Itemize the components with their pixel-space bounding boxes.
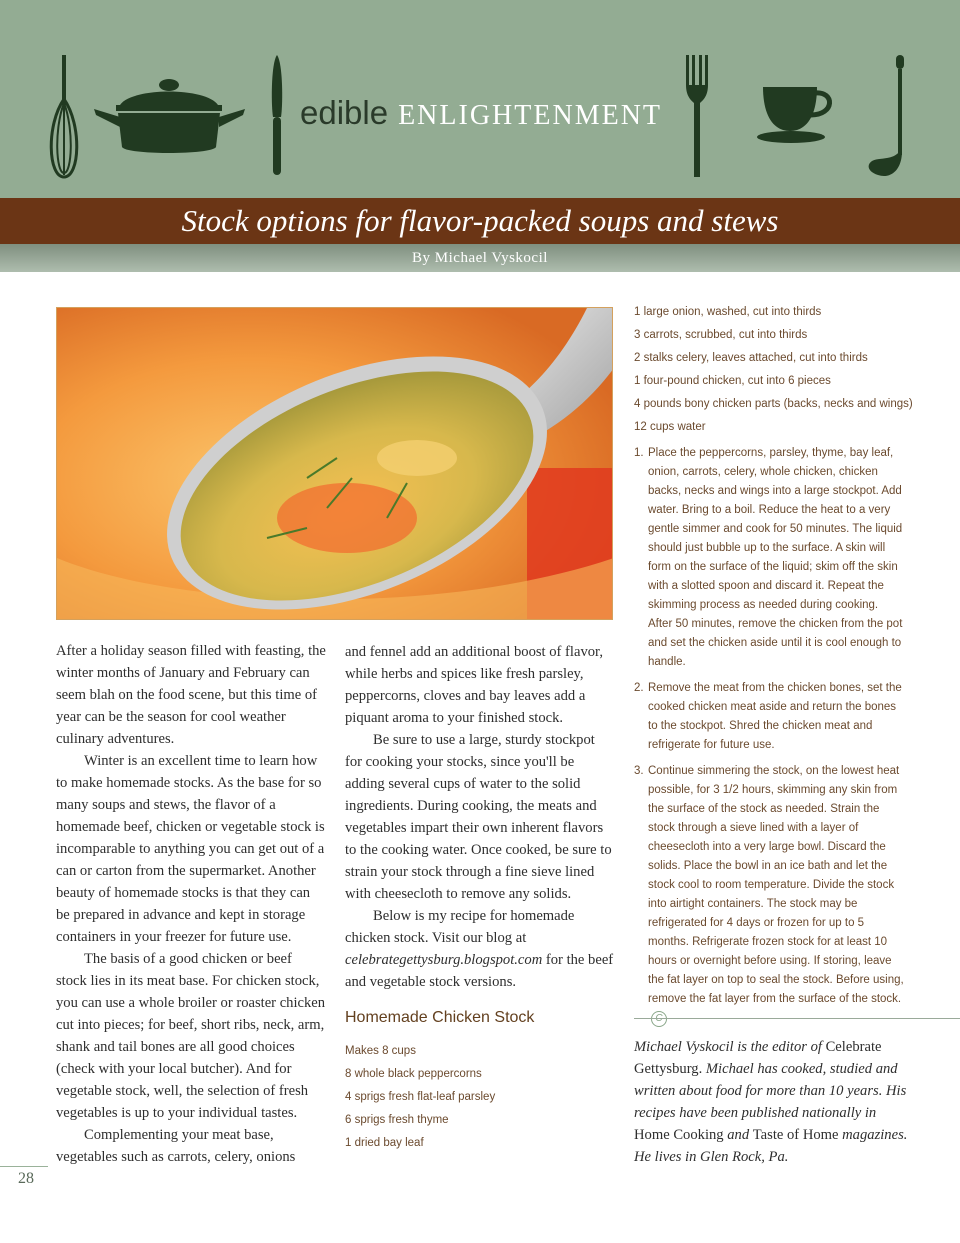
- fork-icon: [684, 55, 710, 180]
- recipe-yield: Makes 8 cups: [345, 1045, 416, 1057]
- author-bio: [634, 1036, 914, 1168]
- ingredient-item: 1 large onion, washed, cut into thirds: [634, 306, 822, 318]
- divider: [634, 1018, 960, 1019]
- step-number: 3.: [634, 765, 644, 777]
- publication-name: Home Cooking: [634, 1127, 724, 1143]
- body-paragraph: The basis of a good chicken or beef stock lies in its meat base. For chicken stock, you can use a whole broiler or roaster chicken cut into pieces; for beef, short ribs, neck, arm, shank and tail bones are all good choices (check with your local butcher). And for vegetable stock, well, the selection of fresh vegetables is up to your individual tastes.: [56, 951, 326, 1121]
- body-paragraph: After a holiday season filled with feasting, the winter months of January and February can seem blah on the food scene, but this time of year can be the season for cool weather culinary adventures.: [56, 643, 326, 747]
- byline-band: [0, 244, 960, 272]
- blog-link[interactable]: celebrategettysburg.blogspot.com: [345, 952, 543, 968]
- publication-name: Celebrate Gettysburg.: [634, 1039, 882, 1077]
- bio-text: Michael has cooked, studied and written about food for more than 10 years. His recipes have been published nationally in: [634, 1061, 907, 1121]
- step-text: Continue simmering the stock, on the lowest heat possible, for 3 1/2 hours, skimming any skin from the surface of the stock as needed. Strain the stock through a sieve lined with a layer of cheesecloth into a very large bowl. Discard the solids. Place the bowl in an ice bath and let the stock cool to room temperature. Divide the stock into airtight containers. The stock may be refrigerated for 4 days or frozen for up to 5 months. Refrigerate frozen stock for at least 10 hours or overnight before using. If storing, leave the fat layer on top to seal the stock. Before using, remove the fat layer from the surface of the stock.: [648, 765, 904, 1005]
- body-text: for the beef and vegetable stock versions.: [345, 952, 614, 990]
- recipe-step: [634, 444, 904, 672]
- end-of-article-icon: [651, 1011, 667, 1027]
- body-column-1: [56, 640, 326, 1168]
- body-paragraph: Complementing your meat base, vegetables such as carrots, celery, onions: [56, 1127, 296, 1165]
- page-number: 28: [18, 1170, 34, 1187]
- ingredient-item: 4 pounds bony chicken parts (backs, necks and wings): [634, 398, 913, 410]
- body-paragraph: Be sure to use a large, sturdy stockpot for cooking your stocks, since you'll be adding several cups of water to the solid ingredients. During cooking, the meats and vegetables impart their own inherent flavors to the cooking water. Once cooked, be sure to strain your stock through a fine sieve lined with cheesecloth to remove any solids.: [345, 732, 612, 902]
- body-paragraph: Winter is an excellent time to learn how to make homemade stocks. As the base for so many soups and stews, the flavor of a homemade beef, chicken or vegetable stock is incomparable to anything you can get out of a can or carton from the supermarket. Another beauty of homemade stocks is that they can be prepared in advance and kept in storage containers in your freezer for future use.: [56, 753, 325, 945]
- recipe-step: [634, 679, 904, 755]
- page-number-rule: [0, 1166, 48, 1167]
- ingredient-item: 2 stalks celery, leaves attached, cut into thirds: [634, 352, 868, 364]
- ingredient-list-right: [634, 301, 913, 439]
- masthead: [0, 0, 960, 198]
- masthead-title: [300, 94, 662, 132]
- ingredient-item: 1 four-pound chicken, cut into 6 pieces: [634, 375, 831, 387]
- body-text: Below is my recipe for homemade chicken stock. Visit our blog at: [345, 908, 575, 946]
- step-number: 1.: [634, 447, 644, 459]
- masthead-edible: edible: [300, 94, 389, 131]
- teacup-icon: [755, 85, 837, 147]
- body-paragraph: [345, 905, 615, 993]
- knife-icon: [268, 55, 286, 177]
- ingredient-item: 6 sprigs fresh thyme: [345, 1114, 449, 1126]
- step-text: Remove the meat from the chicken bones, set the cooked chicken meat aside and return the bones to the stockpot. Shred the chicken meat and refrigerate for future use.: [648, 682, 902, 751]
- ingredient-item: 4 sprigs fresh flat-leaf parsley: [345, 1091, 496, 1103]
- bio-text: Michael Vyskocil is the editor of: [634, 1039, 826, 1055]
- headline-band: [0, 198, 960, 244]
- ingredient-list-left: [345, 1040, 495, 1155]
- ingredient-item: 12 cups water: [634, 421, 706, 433]
- ingredient-item: 8 whole black peppercorns: [345, 1068, 482, 1080]
- headline: Stock options for flavor-packed soups and stews: [181, 203, 779, 238]
- recipe-title: Homemade Chicken Stock: [345, 1009, 535, 1026]
- ingredient-item: 1 dried bay leaf: [345, 1137, 424, 1149]
- bio-text: magazines. He lives in Glen Rock, Pa.: [634, 1127, 908, 1165]
- recipe-steps: [634, 444, 904, 1035]
- whisk-icon: [48, 55, 80, 180]
- ingredient-item: 3 carrots, scrubbed, cut into thirds: [634, 329, 808, 341]
- step-text: Place the peppercorns, parsley, thyme, bay leaf, onion, carrots, celery, whole chicken, chicken backs, necks and wings into a large stockpot. Add water. Bring to a boil. Reduce the heat to a very gentle simmer and cook for 50 minutes. The liquid should just bubble up to the surface. A skin will form on the surface of the liquid; skim off the skin with a slotted spoon and discard it. Repeat the skimming process as needed during cooking. After 50 minutes, remove the chicken from the pot and set the chicken aside until it is cool enough to handle.: [648, 447, 903, 668]
- body-column-2: [345, 641, 615, 993]
- masthead-enlightenment: ENLIGHTENMENT: [398, 100, 663, 131]
- soup-spoon-photo: [56, 307, 613, 620]
- ladle-icon: [866, 55, 910, 180]
- publication-name: Taste of Home: [752, 1127, 839, 1143]
- pot-icon: [92, 75, 247, 155]
- byline: By Michael Vyskocil: [412, 250, 548, 266]
- step-number: 2.: [634, 682, 644, 694]
- bio-text: and: [723, 1127, 753, 1143]
- body-paragraph: and fennel add an additional boost of flavor, while herbs and spices like fresh parsley, peppercorns, cloves and bay leaves add a piquant aroma to your finished stock.: [345, 644, 603, 726]
- recipe-step: [634, 762, 904, 1028]
